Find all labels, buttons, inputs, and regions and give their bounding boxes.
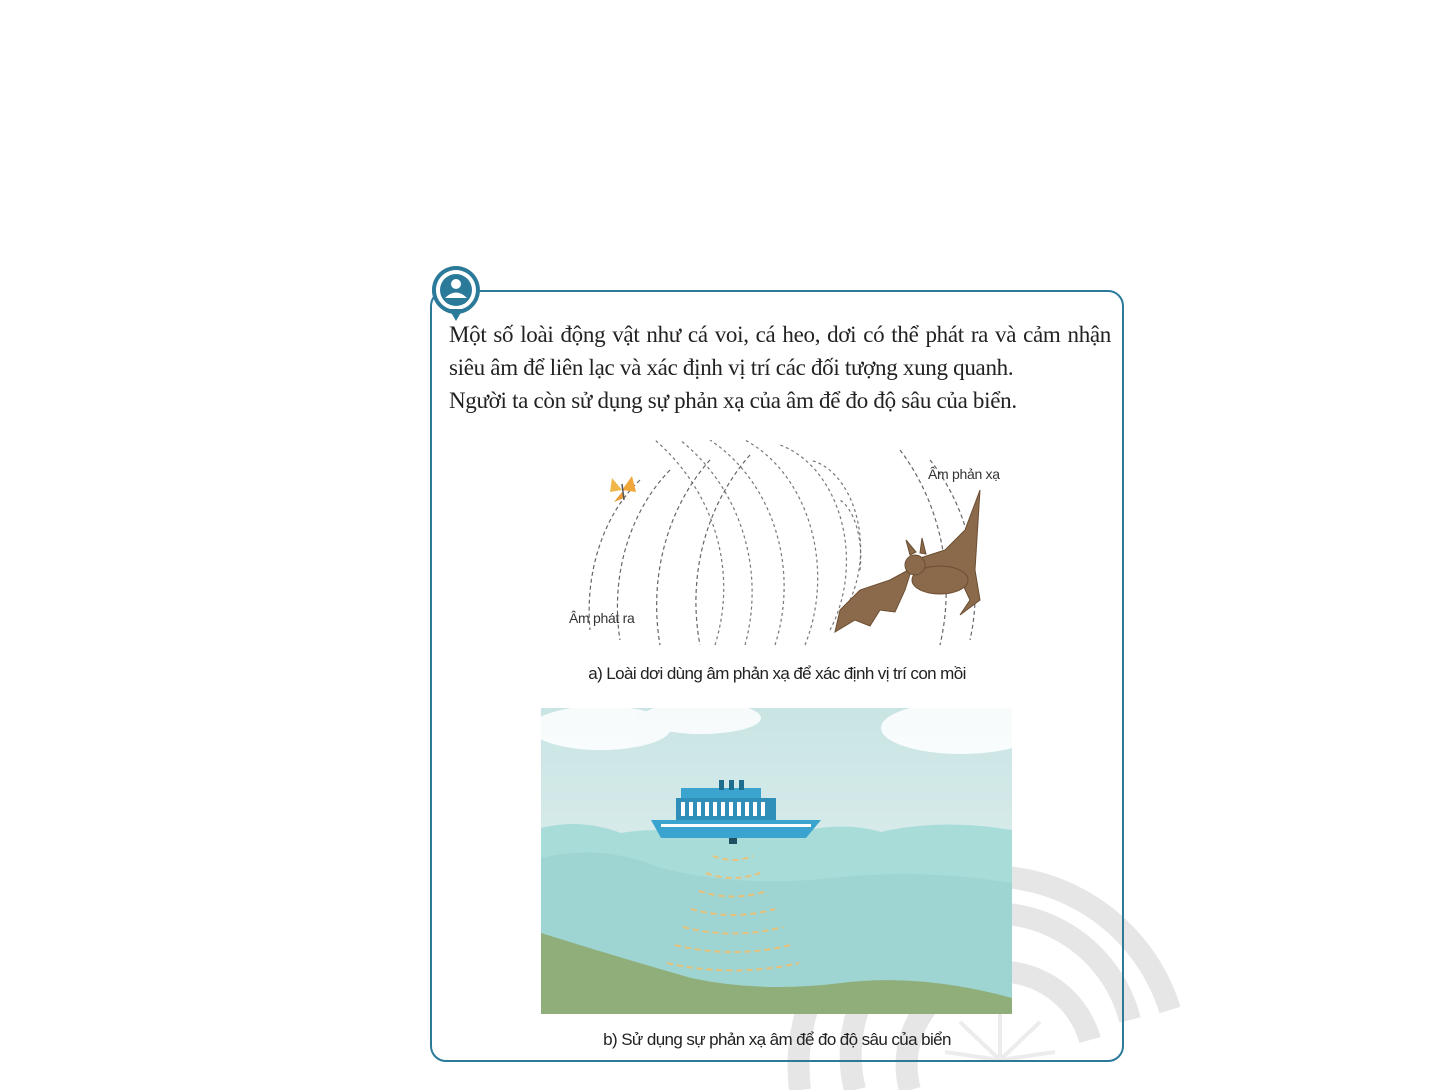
caption-figure-b: b) Sử dụng sự phản xạ âm để đo độ sâu của biển (603, 1030, 951, 1049)
caption-figure-a: a) Loài dơi dùng âm phản xạ để xác định vị trí con mồi (588, 664, 966, 683)
intro-line-2: Người ta còn sử dụng sự phản xạ của âm để đo độ sâu của biển. (449, 388, 1017, 413)
intro-line-1: Một số loài động vật như cá voi, cá heo, dơi có thể phát ra và cảm nhận siêu âm để liên lạc và xác định vị trí các đối tượng xung quanh. (449, 322, 1111, 380)
ship-sonar-illustration (541, 708, 1012, 1014)
bat-icon (835, 490, 980, 632)
butterfly-icon (610, 476, 636, 502)
label-emitted-sound: Âm phát ra (569, 610, 635, 626)
intro-text (449, 318, 1111, 417)
label-reflected-sound: Âm phản xạ (928, 466, 1000, 482)
info-person-icon (431, 265, 481, 323)
